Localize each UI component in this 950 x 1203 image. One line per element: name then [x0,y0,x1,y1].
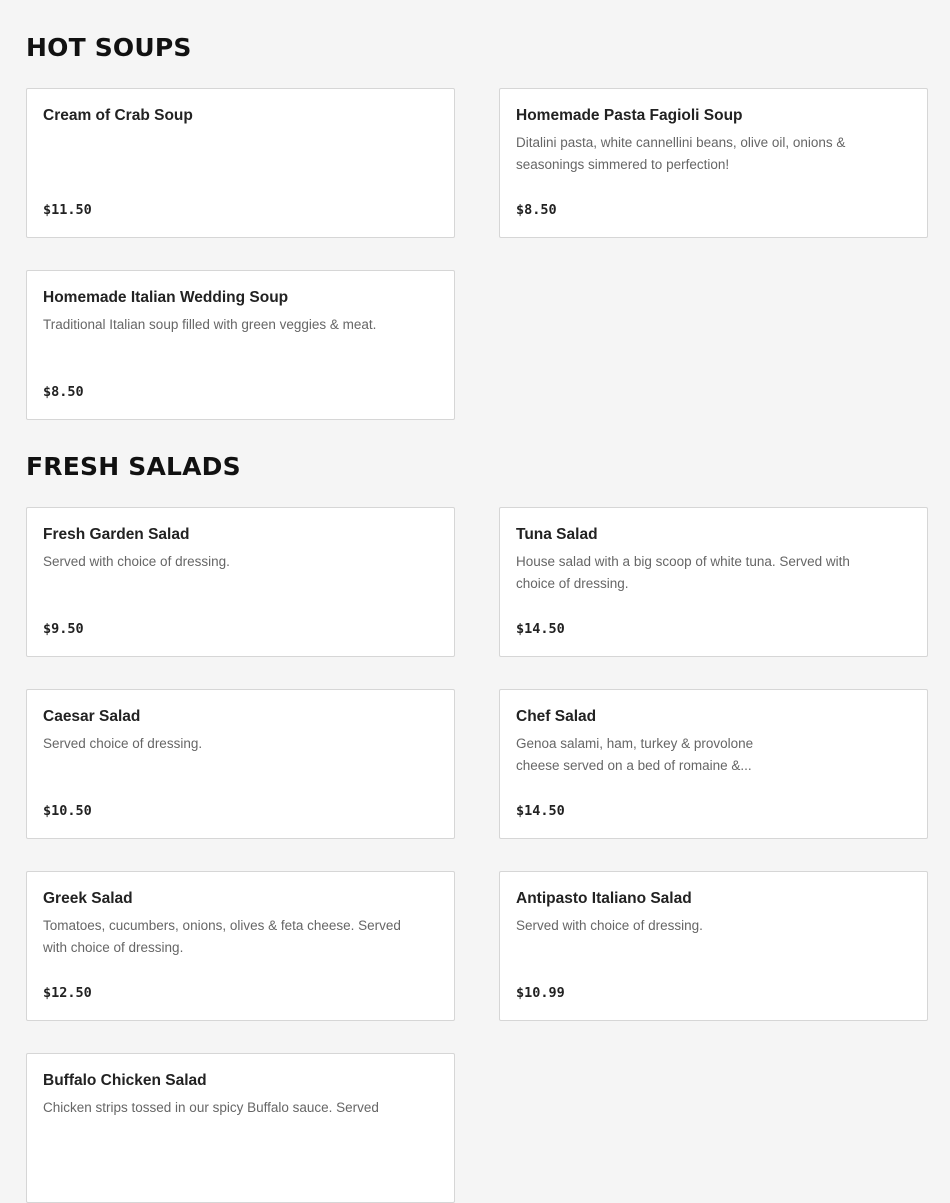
menu-item-card[interactable] [26,270,455,420]
section-title: HOT SOUPS [26,33,192,62]
menu-item-card[interactable] [26,871,455,1021]
section-fresh-salads [26,452,928,1203]
menu-item-card[interactable] [26,507,455,657]
menu-item-name: Fresh Garden Salad [43,526,190,543]
menu-item-card[interactable] [499,689,928,839]
menu-item-description: Served with choice of dressing. [516,918,703,933]
menu-item-card[interactable] [499,507,928,657]
menu-item-description: Tomatoes, cucumbers, onions, olives & feta cheese. Served with choice of dressing. [43,918,401,955]
menu-item-price: $11.50 [43,202,92,218]
menu-item-description: Served choice of dressing. [43,736,203,751]
menu-item-name: Chef Salad [516,708,597,725]
menu-item-card[interactable] [26,1053,455,1203]
menu-item-card[interactable] [499,871,928,1021]
menu-item-name: Cream of Crab Soup [43,107,193,124]
menu-item-description: Traditional Italian soup filled with green veggies & meat. [43,317,377,332]
menu-item-name: Homemade Pasta Fagioli Soup [516,107,743,124]
menu-item-price: $10.50 [43,803,92,819]
menu-item-name: Tuna Salad [516,526,598,543]
menu-item-card[interactable] [26,689,455,839]
menu-item-price: $8.50 [516,202,557,218]
menu-item-name: Homemade Italian Wedding Soup [43,289,289,306]
menu-item-grid [26,507,928,1203]
menu-item-price: $14.50 [516,803,565,819]
menu-item-price: $12.50 [43,985,92,1001]
menu-item-description: Chicken strips tossed in our spicy Buffalo sauce. Served [43,1100,379,1115]
menu-item-price: $14.50 [516,621,565,637]
menu-item-description: Served with choice of dressing. [43,554,230,569]
menu-item-card[interactable] [499,88,928,238]
menu-item-name: Greek Salad [43,890,133,907]
menu-item-description: Ditalini pasta, white cannellini beans, olive oil, onions & seasonings simmered to perfection! [516,135,846,172]
menu-item-card[interactable] [26,88,455,238]
menu-item-description: House salad with a big scoop of white tuna. Served with choice of dressing. [516,554,850,591]
menu-item-name: Buffalo Chicken Salad [43,1072,207,1089]
menu-item-name: Caesar Salad [43,708,141,725]
section-title: FRESH SALADS [26,452,241,481]
menu-item-price: $9.50 [43,621,84,637]
menu-item-name: Antipasto Italiano Salad [516,890,692,907]
menu-item-price: $10.99 [516,985,565,1001]
menu-item-grid [26,88,928,420]
menu-item-price: $8.50 [43,384,84,400]
menu-page [26,0,928,1203]
section-hot-soups [26,33,928,420]
menu-item-description: Genoa salami, ham, turkey & provolone cheese served on a bed of romaine &... [516,736,754,773]
